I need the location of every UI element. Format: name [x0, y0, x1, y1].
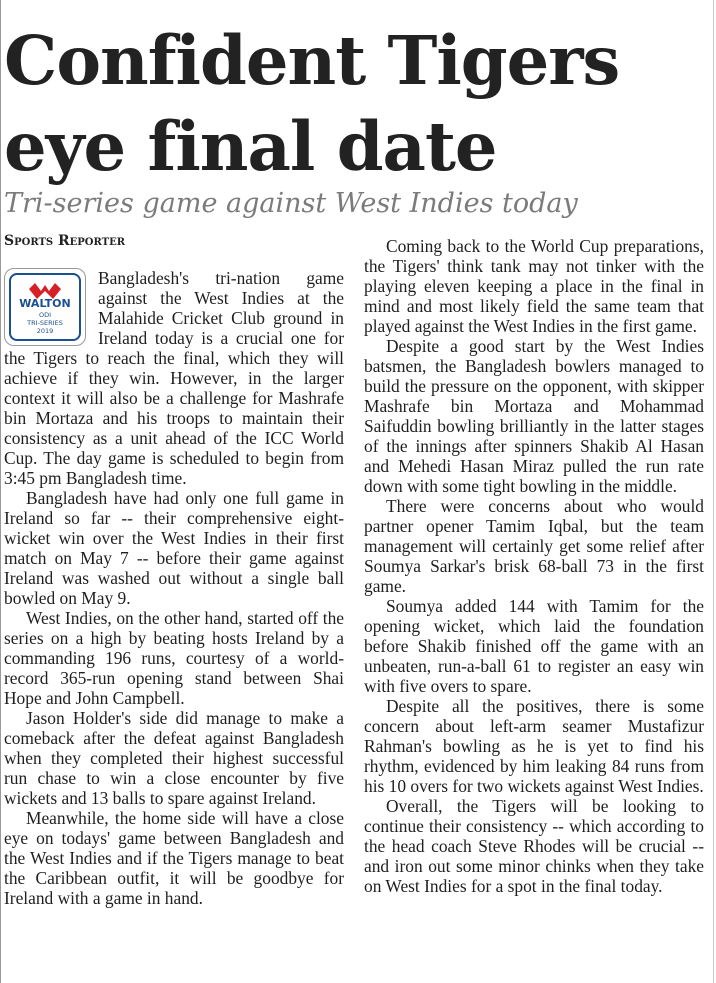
paragraph: Despite all the positives, there is some concern about left-arm seamer Mustafizur Rahman's bowling as he is yet to find his rhythm, evidenced by him leaking 84 runs from his 10 overs for two wickets against West Indies. — [364, 696, 704, 796]
paragraph: There were concerns about who would partner opener Tamim Iqbal, but the team management will certainly get some relief after Soumya Sarkar's brisk 68-ball 73 in the first game. — [364, 496, 704, 596]
headline — [4, 18, 704, 190]
logo-brand-text: WALTON — [19, 297, 71, 310]
logo-line-1: ODI — [38, 311, 52, 319]
article-column-left — [4, 268, 344, 908]
paragraph: Meanwhile, the home side will have a close eye on todays' game between Bangladesh and the West Indies and if the Tigers manage to beat the Caribbean outfit, it will be goodbye for Ireland with a game in hand. — [4, 808, 344, 908]
headline-line-1: Confident Tigers — [4, 21, 620, 100]
page-right-rule — [713, 0, 714, 983]
walton-logo-graphic — [5, 269, 85, 345]
paragraph: Despite a good start by the West Indies batsmen, the Bangladesh bowlers managed to build the pressure on the opponent, with skipper Mashrafe bin Mortaza and Mohammad Saifuddin bowling brilliantly in the latter stages of the innings after spinners Shakib Al Hasan and Mehedi Hasan Miraz pulled the run rate down with some tight bowling in the middle. — [364, 336, 704, 496]
paragraph: Bangladesh's tri-nation game against the West Indies at the Malahide Cricket Club ground in Ireland today is a crucial one for the Tigers to reach the final, which they will achieve if they win. However, in the larger context it will also be a challenge for Mashrafe bin Mortaza and his troops to maintain their consistency as a unit ahead of the ICC World Cup. The day game is scheduled to begin from 3:45 pm Bangladesh time. — [4, 268, 344, 488]
paragraph: Soumya added 144 with Tamim for the opening wicket, which laid the foundation before Shakib finished off the game with an unbeaten, run-a-ball 61 to register an easy win with five overs to spare. — [364, 596, 704, 696]
paragraph: Bangladesh have had only one full game in Ireland so far -- their comprehensive eight-wicket win over the West Indies in their first match on May 7 -- before their game against Ireland was washed out without a single ball bowled on May 9. — [4, 488, 344, 608]
article-column-right — [364, 236, 704, 896]
subheadline: Tri-series game against West Indies today — [4, 188, 578, 219]
walton-tri-series-logo — [4, 268, 86, 346]
paragraph: Jason Holder's side did manage to make a comeback after the defeat against Bangladesh when they completed their highest successful run chase to win a close encounter by five wickets and 13 balls to spare against Ireland. — [4, 708, 344, 808]
paragraph: Coming back to the World Cup preparations, the Tigers' think tank may not tinker with the playing eleven keeping a place in the final in mind and most likely field the same team that played against the West Indies in the first game. — [364, 236, 704, 336]
logo-line-2: TRI-SERIES — [27, 319, 63, 327]
headline-line-2: eye final date — [4, 107, 497, 186]
paragraph: Overall, the Tigers will be looking to continue their consistency -- which according to the head coach Steve Rhodes will be crucial -- and iron out some minor chinks when they take on West Indies for a spot in the final today. — [364, 796, 704, 896]
paragraph: West Indies, on the other hand, started off the series on a high by beating hosts Ireland by a commanding 196 runs, courtesy of a world-record 365-run opening stand between Shai Hope and John Campbell. — [4, 608, 344, 708]
logo-line-3: 2019 — [36, 327, 54, 335]
page-left-rule — [0, 0, 1, 983]
byline: Sports Reporter — [4, 233, 126, 249]
